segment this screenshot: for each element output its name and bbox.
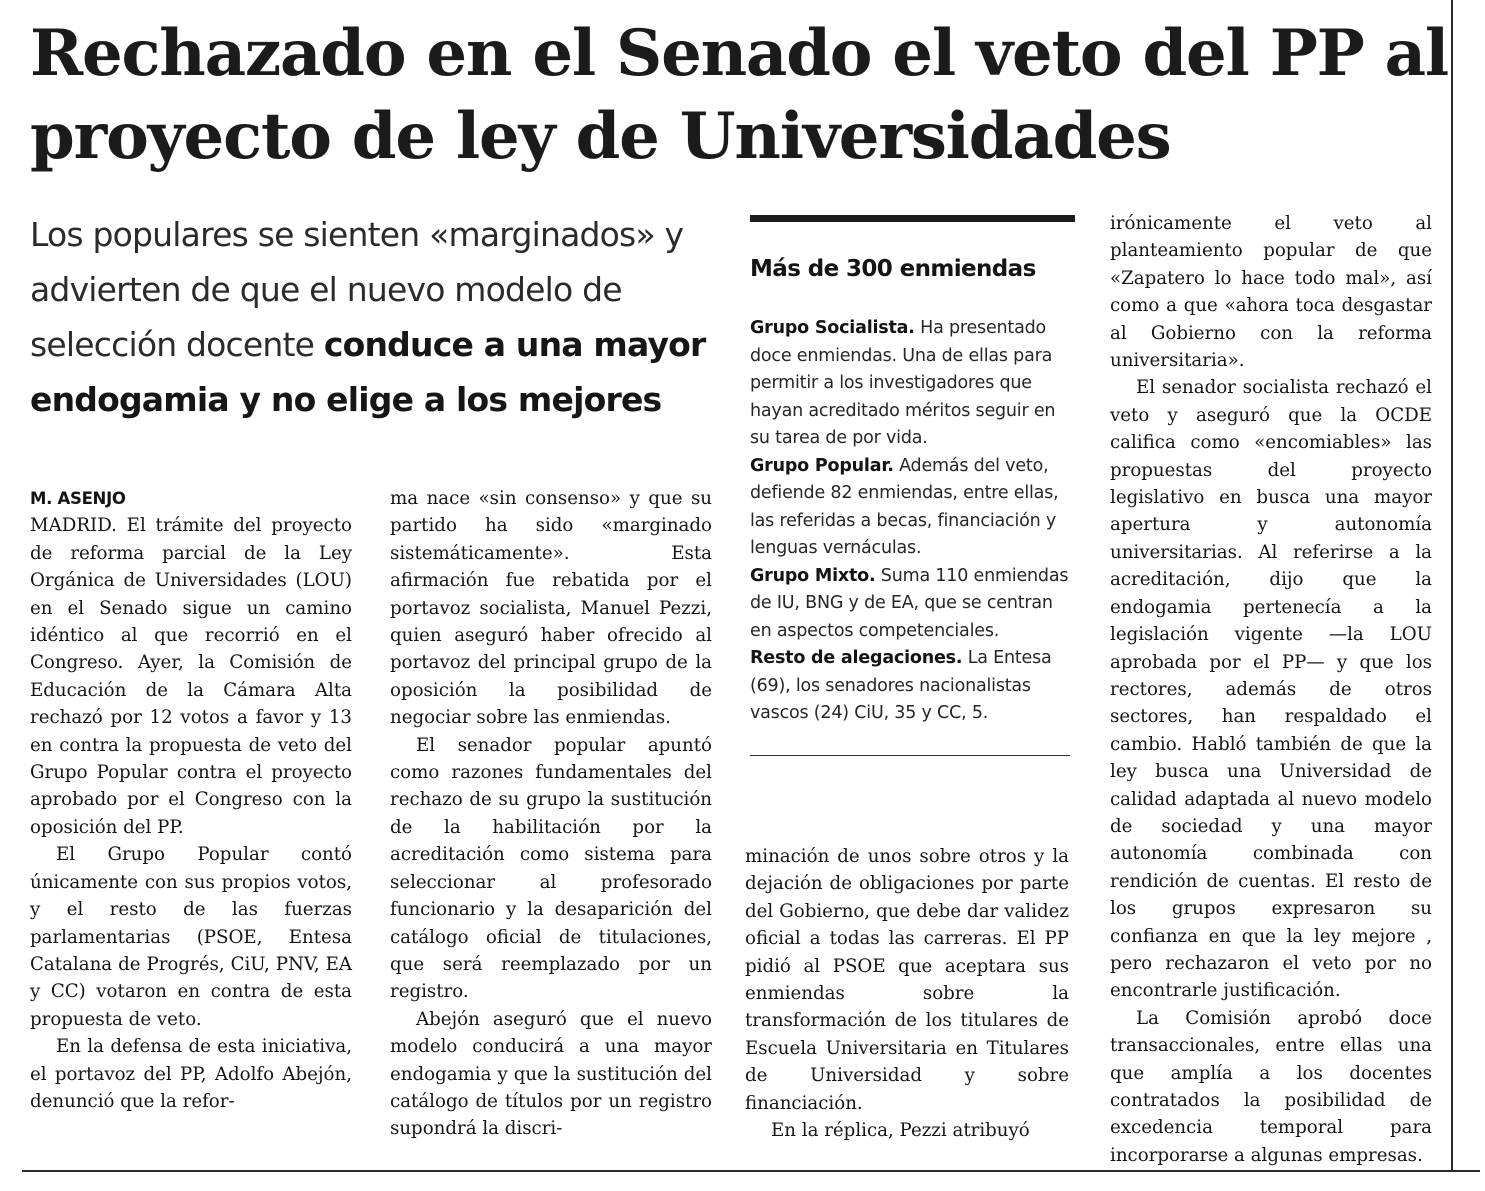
sidebar-entry-label: Grupo Socialista.	[750, 318, 915, 338]
article-column-1	[30, 485, 352, 1115]
article-column-2	[390, 485, 712, 1143]
sidebar-entry-text: Suma 110 enmiendas de IU, BNG y de EA, que se centran en aspectos competenciales.	[750, 565, 1069, 641]
subhead-regular: Los populares se sienten «marginados» y advierten de que el nuevo modelo de selección docente	[30, 215, 684, 364]
sidebar-title: Más de 300 enmiendas	[750, 256, 1036, 282]
sidebar-entry	[750, 453, 1075, 563]
byline: M. ASENJO	[30, 489, 126, 508]
paragraph: La Comisión aprobó doce transaccionales, entre ellas una que amplía a los docentes contratados la posibilidad de excedencia temporal para incorporarse a algunas empresas.	[1110, 1007, 1432, 1166]
paragraph: ma nace «sin consenso» y que su partido ha sido «marginado sistemáticamente». Esta afirmación fue rebatida por el portavoz socialista, Manuel Pezzi, quien aseguró haber ofrecido al portavoz del principal grupo de la oposición la posibilidad de negociar sobre las enmiendas.	[390, 488, 712, 729]
sidebar-entry	[750, 563, 1075, 646]
paragraph: irónicamente el veto al planteamiento popular de que «Zapatero lo hace todo mal», así como a que «ahora toca desgastar al Gobierno con la reforma universitaria».	[1110, 213, 1432, 372]
sidebar-box	[750, 215, 1075, 756]
sidebar-entry-label: Resto de alegaciones.	[750, 648, 963, 668]
sidebar-entry-text: La Entesa (69), los senadores nacionalistas vascos (24) CiU, 35 y CC, 5.	[750, 648, 1052, 723]
paragraph: En la réplica, Pezzi atribuyó	[771, 1120, 1030, 1142]
sidebar-entry-text: Además del veto, defiende 82 enmiendas, entre ellas, las referidas a becas, financiación y lenguas vernáculas.	[750, 455, 1059, 558]
article-column-3	[745, 843, 1069, 1144]
right-border-rule	[1451, 0, 1453, 1172]
paragraph: El senador popular apuntó como razones fundamentales del rechazo de su grupo la sustitución de la habilitación por la acreditación como sistema para seleccionar al profesorado funcionario y la desaparición del catálogo oficial de titulaciones, que será reemplazado por un registro.	[390, 734, 712, 1003]
paragraph: El senador socialista rechazó el veto y aseguró que la OCDE califica como «encomiables» las propuestas del proyecto legislativo en busca una mayor apertura y autonomía universitarias. Al referirse a la acreditación, dijo que la endogamia pertenecía a la legislación vigente —la LOU aprobada por el PP— y que los rectores, además de otros sectores, han respaldado el cambio. Habló también de que la ley busca una Universidad de calidad adaptada al nuevo modelo de sociedad y una mayor autonomía combinada con rendición de cuentas. El resto de los grupos expresaron su confianza en que la ley mejore , pero rechazaron el veto por no encontrarle justificación.	[1110, 377, 1432, 1002]
paragraph: Abejón aseguró que el nuevo modelo conducirá a una mayor endogamia y que la sustitución del catálogo de títulos por un registro supondrá la discri-	[390, 1008, 712, 1140]
sidebar-top-rule	[750, 215, 1075, 222]
paragraph: MADRID. El trámite del proyecto de reforma parcial de la Ley Orgánica de Universidades (LOU) en el Senado sigue un camino idéntico al que recorrió en el Congreso. Ayer, la Comisión de Educación de la Cámara Alta rechazó por 12 votos a favor y 13 en contra la propuesta de veto del Grupo Popular contra el proyecto aprobado por el Congreso con la oposición del PP.	[30, 515, 352, 838]
subheadline	[30, 207, 710, 427]
paragraph: El Grupo Popular contó únicamente con sus propios votos, y el resto de las fuerzas parlamentarias (PSOE, Entesa Catalana de Progrés, CiU, PNV, EA y CC) votaron en contra de esta propuesta de veto.	[30, 844, 352, 1030]
bottom-border-rule	[22, 1170, 1480, 1172]
sidebar-entry-text: Ha presentado doce enmiendas. Una de ellas para permitir a los investigadores que hayan acreditado méritos seguir en su tarea de por vida.	[750, 318, 1056, 448]
article-column-4	[1110, 210, 1432, 1169]
headline: Rechazado en el Senado el veto del PP al proyecto de ley de Universidades	[30, 16, 1449, 174]
subhead-bold: conduce a una mayor endogamia y no elige a los mejores	[30, 325, 706, 419]
sidebar-entry-label: Grupo Popular.	[750, 455, 894, 476]
sidebar-entry-label: Grupo Mixto.	[750, 565, 876, 586]
paragraph: minación de unos sobre otros y la dejación de obligaciones por parte del Gobierno, que debe dar validez oficial a todas las carreras. El PP pidió al PSOE que aceptara sus enmiendas sobre la transformación de los titulares de Escuela Universitaria en Titulares de Universidad y sobre financiación.	[745, 846, 1069, 1114]
sidebar-entry	[750, 645, 1075, 728]
paragraph: En la defensa de esta iniciativa, el portavoz del PP, Adolfo Abejón, denunció que la refor-	[30, 1036, 352, 1112]
sidebar-bottom-rule	[750, 755, 1070, 756]
sidebar-entry	[750, 315, 1075, 453]
